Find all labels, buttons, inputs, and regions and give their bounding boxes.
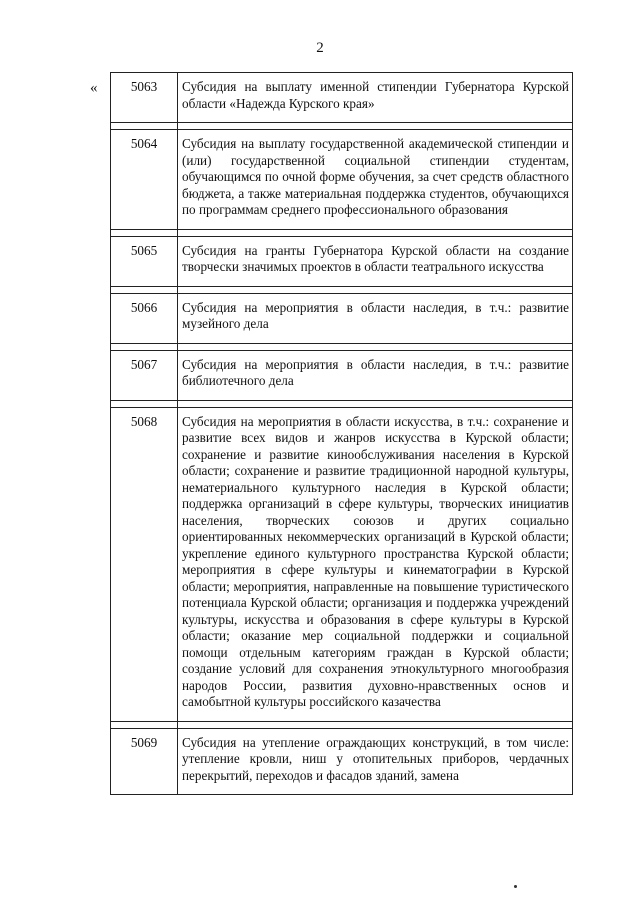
table-row bbox=[111, 130, 573, 230]
code-cell: 5064 bbox=[111, 130, 178, 230]
code-cell: 5067 bbox=[111, 350, 178, 400]
code-cell: 5068 bbox=[111, 407, 178, 721]
row-spacer bbox=[111, 229, 573, 236]
code-cell: 5063 bbox=[111, 73, 178, 123]
budget-code-table bbox=[110, 72, 573, 795]
row-spacer bbox=[111, 286, 573, 293]
description-cell: Субсидия на выплату государственной академической стипендии и (или) государственной социальной стипендии студентам, обучающимся по очной форме обучения, за счет средств областного бюджета, а также материальная поддержка студентов, обучающихся по программам среднего профессионального образования bbox=[178, 130, 573, 230]
table-row bbox=[111, 293, 573, 343]
description-cell: Субсидия на мероприятия в области искусства, в т.ч.: сохранение и развитие всех видов и жанров искусства в Курской области; сохранение и развитие кинообслуживания населения в Курской области; сохранение и развитие традиционной народной культуры, нематериального культурного наследия в Курской области; поддержка организаций в сфере культуры, творческих инициатив населения, творческих союзов и других социально ориентированных некоммерческих организаций в Курской области; укрепление единого культурного пространства Курской области; мероприятия в сфере культуры и кинематографии в Курской области; мероприятия, направленные на повышение туристического потенциала Курской области; организация и поддержка учреждений культуры, искусства и образования в сфере культуры в Курской области; оказание мер социальной поддержки и социальной помощи отдельным категориям граждан в Курской области; создание условий для сохранения этнокультурного многообразия народов России, развития духовно-нравственных основ и самобытной культуры российского казачества bbox=[178, 407, 573, 721]
row-spacer bbox=[111, 400, 573, 407]
table-row bbox=[111, 350, 573, 400]
row-spacer bbox=[111, 721, 573, 728]
row-spacer bbox=[111, 123, 573, 130]
opening-quote-mark: « bbox=[90, 80, 98, 96]
page-number: 2 bbox=[316, 40, 324, 56]
table-row bbox=[111, 728, 573, 795]
table-row bbox=[111, 407, 573, 721]
table-row bbox=[111, 236, 573, 286]
code-cell: 5069 bbox=[111, 728, 178, 795]
description-cell: Субсидия на утепление ограждающих конструкций, в том числе: утепление кровли, ниш у отопительных приборов, чердачных перекрытий, переходов и фасадов зданий, замена bbox=[178, 728, 573, 795]
description-cell: Субсидия на выплату именной стипендии Губернатора Курской области «Надежда Курского края» bbox=[178, 73, 573, 123]
description-cell: Субсидия на гранты Губернатора Курской области на создание творчески значимых проектов в области театрального искусства bbox=[178, 236, 573, 286]
description-cell: Субсидия на мероприятия в области наследия, в т.ч.: развитие библиотечного дела bbox=[178, 350, 573, 400]
code-cell: 5065 bbox=[111, 236, 178, 286]
table-row bbox=[111, 73, 573, 123]
scan-speck bbox=[514, 885, 517, 888]
row-spacer bbox=[111, 343, 573, 350]
description-cell: Субсидия на мероприятия в области наследия, в т.ч.: развитие музейного дела bbox=[178, 293, 573, 343]
code-cell: 5066 bbox=[111, 293, 178, 343]
